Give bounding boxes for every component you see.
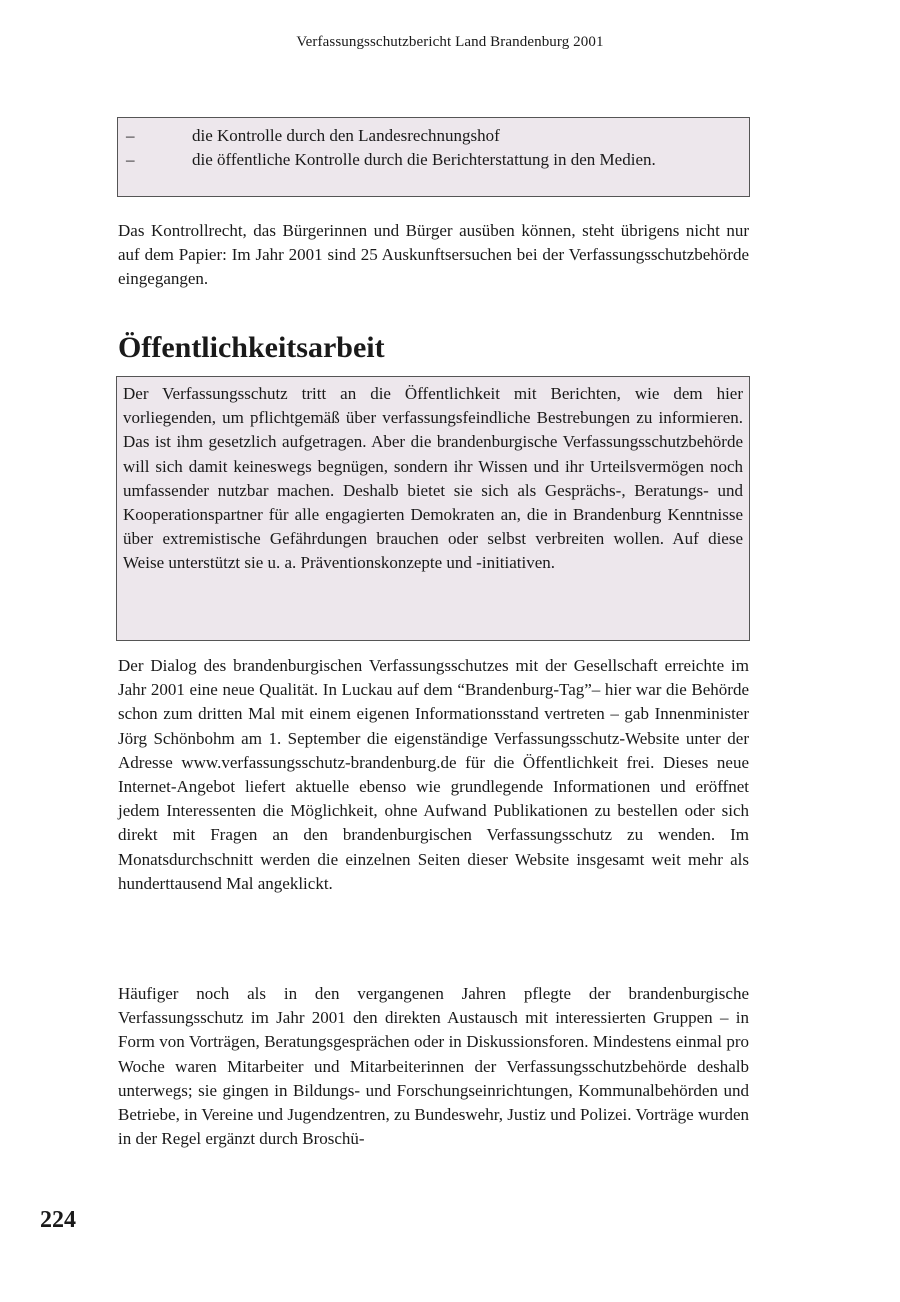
list-item (126, 124, 739, 148)
list-dash: – (126, 150, 135, 169)
running-head: Verfassungsschutzbericht Land Brandenburg 2001 (296, 34, 604, 50)
paragraph-austausch: Häufiger noch als in den vergangenen Jahren pflegte der brandenburgische Verfassungsschutz im Jahr 2001 den direkten Austausch mit interessierten Gruppen – in Form von Vorträgen, Beratungsgesprächen oder in Diskussionsforen. Mindestens einmal pro Woche waren Mitarbeiter und Mitarbeiterinnen der Verfassungsschutzbehörde deshalb unterwegs; sie gingen in Bildungs- und Forschungseinrichtungen, Kommunalbehörden und Betriebe, in Vereine und Jugendzentren, zu Bundeswehr, Justiz und Polizei. Vorträge wurden in der Regel ergänzt durch Broschü- (118, 984, 749, 1149)
control-list-box (117, 117, 750, 197)
section-heading: Öffentlichkeitsarbeit (118, 331, 385, 364)
highlight-box (116, 376, 750, 641)
page-number: 224 (40, 1207, 76, 1233)
paragraph-highlight: Der Verfassungsschutz tritt an die Öffentlichkeit mit Berichten, wie dem hier vorliegenden, um pflichtgemäß über verfassungsfeindliche Bestrebungen zu informieren. Das ist ihm gesetzlich aufgetragen. Aber die brandenburgische Verfassungsschutzbehörde will sich damit keineswegs begnügen, sondern ihr Wissen und ihr Urteilsvermögen noch umfassender nutzbar machen. Deshalb bietet sie sich als Gesprächs-, Beratungs- und Kooperationspartner für alle engagierten Demokraten an, die in Brandenburg Kenntnisse über extremistische Gefährdungen brauchen oder selbst verbreiten wollen. Auf diese Weise unterstützt sie u. a. Präventionskonzepte und -initiativen. (123, 384, 743, 573)
paragraph-kontrollrecht: Das Kontrollrecht, das Bürgerinnen und Bürger ausüben können, steht übrigens nicht nur auf dem Papier: Im Jahr 2001 sind 25 Auskunftsersuchen bei der Verfassungsschutzbehörde eingegangen. (118, 221, 749, 289)
list-dash: – (126, 126, 135, 145)
paragraph-dialog: Der Dialog des brandenburgischen Verfassungsschutzes mit der Gesellschaft erreichte im Jahr 2001 eine neue Qualität. In Luckau auf dem “Brandenburg-Tag”– hier war die Behörde schon zum dritten Mal mit einem eigenen Informationsstand vertreten – gab Innenminister Jörg Schönbohm am 1. September die eigenständige Verfassungsschutz-Website unter der Adresse www.verfassungsschutz-brandenburg.de für die Öffentlichkeit frei. Dieses neue Internet-Angebot liefert aktuelle ebenso wie grundlegende Informationen und eröffnet jedem Interessenten die Möglichkeit, ohne Aufwand Publikationen zu bestellen oder sich direkt mit Fragen an den brandenburgischen Verfassungsschutz zu wenden. Im Monatsdurchschnitt werden die einzelnen Seiten dieser Website insgesamt weit mehr als hunderttausend Mal angeklickt. (118, 656, 749, 893)
list-item-text: die öffentliche Kontrolle durch die Berichterstattung in den Medien. (192, 150, 656, 169)
list-item-text: die Kontrolle durch den Landesrechnungshof (192, 126, 500, 145)
list-item (126, 148, 739, 172)
